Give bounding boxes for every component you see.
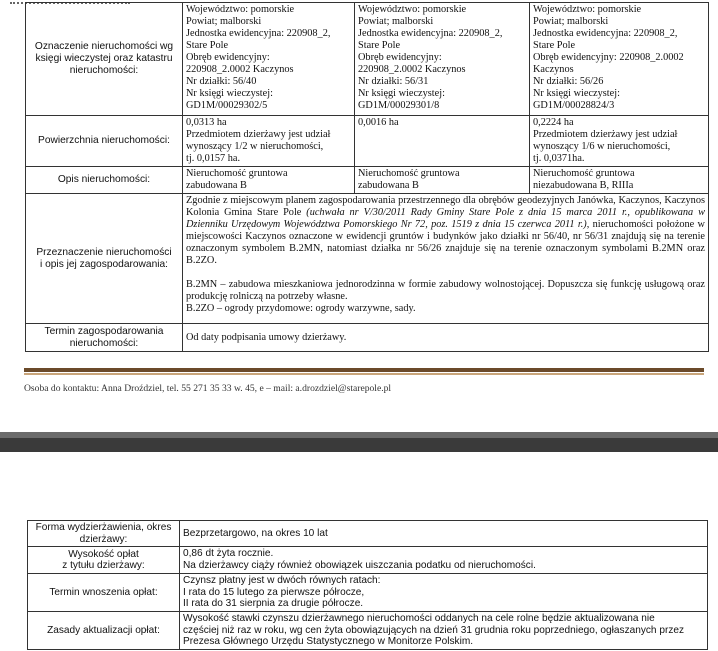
label-line: Forma wydzierżawienia, okres <box>35 522 172 533</box>
parcel-cell <box>355 3 530 116</box>
cell-line: Województwo: pomorskie <box>533 4 642 15</box>
cell-line: Wysokość stawki czynszu dzierżawnego nieruchomości oddanych na cele rolne będzie aktualizowana nie <box>183 613 655 624</box>
label-line: Zasady aktualizacji opłat: <box>47 624 160 636</box>
label-line: Opis nieruchomości: <box>57 174 151 185</box>
table-row <box>28 521 708 547</box>
row-label <box>26 116 183 167</box>
cell-line: tj. 0,0157 ha. <box>186 153 241 164</box>
cell-line: Nieruchomość gruntowa <box>186 168 288 179</box>
cell-line: GD1M/00028824/3 <box>533 100 615 111</box>
table-row <box>26 324 709 352</box>
table-row <box>26 167 709 194</box>
development-deadline-cell <box>183 324 709 352</box>
label-line: nieruchomości: <box>69 337 139 349</box>
label-line: Oznaczenie nieruchomości wg <box>34 41 174 52</box>
cell-line: II rata do 31 sierpnia za drugie półrocze. <box>183 598 364 609</box>
label-line: księgi wieczystej oraz katastru <box>35 53 173 64</box>
cell-text: Od daty podpisania umowy dzierżawy. <box>186 331 347 343</box>
cell-line: Nr działki: 56/40 <box>186 76 257 87</box>
label-line: i opis jej zagospodarowania: <box>40 258 168 270</box>
page-separator <box>0 432 718 452</box>
cell-line: Stare Pole <box>186 40 229 51</box>
property-table <box>25 2 709 352</box>
description-cell <box>183 167 355 194</box>
cell-line: Czynsz płatny jest w dwóch równych ratach: <box>183 575 381 586</box>
cell-line: Jednostka ewidencyjna: 220908_2, <box>533 28 678 39</box>
cell-line: 0,0016 ha <box>358 117 399 128</box>
cell-line: 220908_2.0002 Kaczynos <box>358 64 466 75</box>
row-label <box>28 612 180 650</box>
cell-line: Bezprzetargowo, na okres 10 lat <box>183 527 328 539</box>
table-row <box>28 574 708 612</box>
label-line: Wysokość opłat <box>68 548 139 560</box>
resolution-reference: (uchwała nr V/30/2011 Rady Gminy Stare Pole z dnia 15 marca 2011 r., opublikowana w Dzienniku Urzędowym Województwa Pomorskiego Nr 72, poz. 1519 z dnia 15 czerwca 2011 r.) <box>186 207 705 230</box>
cell-line: zabudowana B <box>186 180 247 191</box>
cell-line: Stare Pole <box>533 40 576 51</box>
footer-rule-accent <box>24 373 704 375</box>
row-label <box>26 194 183 324</box>
cell-line: Powiat; malborski <box>358 16 434 27</box>
label-line: dzierżawy: <box>79 533 128 545</box>
cell-line: Obręb ewidencyjny: <box>358 52 442 63</box>
cell-line: I rata do 15 lutego za pierwsze półrocze, <box>183 586 365 598</box>
lease-form-cell <box>180 521 708 547</box>
lease-terms-table <box>27 520 708 650</box>
area-cell <box>183 116 355 167</box>
cell-line: Prezesa Głównego Urzędu Statystycznego w Monitorze Polskim. <box>183 636 474 647</box>
cell-line: Województwo: pomorskie <box>186 4 295 15</box>
payment-schedule-cell <box>180 574 708 612</box>
zoning-text: Zgodnie z miejscowym planem zagospodarowania przestrzennego dla obrębów geodezyjnych Janówka, Kaczynos, Kaczynos Kolonia Gmina Stare Pole <box>186 195 705 218</box>
cell-line: GD1M/00029302/5 <box>186 100 268 111</box>
contact-line: Osoba do kontaktu: Anna Droździel, tel. 55 271 35 33 w. 45, e – mail: a.drozdziel@starepole.pl <box>24 383 392 394</box>
row-label <box>28 547 180 574</box>
fee-update-rules-cell <box>180 612 708 650</box>
cell-line: Na dzierżawcy ciąży również obowiązek uiszczania podatku od nieruchomości. <box>183 559 536 571</box>
cell-line: Nr księgi wieczystej: <box>186 88 273 99</box>
table-row <box>28 612 708 650</box>
zoning-paragraph <box>186 195 705 267</box>
cell-line: Kaczynos <box>533 64 574 75</box>
cell-line: Nr księgi wieczystej: <box>358 88 445 99</box>
table-row <box>26 116 709 167</box>
cell-line: wynoszący 1/6 w nieruchomości, <box>533 141 671 152</box>
cell-line: Nieruchomość gruntowa <box>533 168 635 179</box>
label-line: Przeznaczenie nieruchomości <box>36 246 172 258</box>
cell-line: Obręb ewidencyjny: 220908_2.0002 <box>533 52 684 63</box>
cell-line: 0,86 dt żyta rocznie. <box>183 548 274 559</box>
cell-line: Nr działki: 56/31 <box>358 76 429 87</box>
cell-line: Przedmiotem dzierżawy jest udział <box>186 129 331 140</box>
cell-line: Województwo: pomorskie <box>358 4 467 15</box>
zoning-symbol-b2zo: B.2ZO – ogrody przydomowe: ogrody warzywne, sady. <box>186 303 416 314</box>
label-line: Powierzchnia nieruchomości: <box>38 135 170 146</box>
cell-line: 0,2224 ha <box>533 117 574 128</box>
cell-line: wynoszący 1/2 w nieruchomości, <box>186 141 324 152</box>
cell-line: Nr księgi wieczystej: <box>533 88 620 99</box>
parcel-cell <box>530 3 709 116</box>
row-label <box>26 3 183 116</box>
cell-line: Jednostka ewidencyjna: 220908_2, <box>358 28 503 39</box>
area-cell <box>530 116 709 167</box>
zoning-description-cell <box>183 194 709 324</box>
footer-rule <box>24 368 704 372</box>
label-line: Termin wnoszenia opłat: <box>49 586 158 598</box>
label-line: Termin zagospodarowania <box>44 325 164 337</box>
row-label <box>28 521 180 547</box>
cell-line: Przedmiotem dzierżawy jest udział <box>533 129 678 140</box>
label-line: z tytułu dzierżawy: <box>62 560 145 571</box>
cell-line: Powiat; malborski <box>533 16 609 27</box>
zoning-text: , nieruchomości położone w miejscowości Kaczynos oznaczone w ewidencji gruntów i budynków jako działki nr 56/40, nr 56/31 znajdują się na terenie oznaczonym symbolem B.2MN, natomiast działka nr 56/26 znajduje się na terenie oznaczonym symbolami B.2MN oraz B.2ZO. <box>186 219 705 266</box>
page-separator-shade <box>0 432 718 438</box>
area-cell <box>355 116 530 167</box>
cell-line: Nieruchomość gruntowa <box>358 168 460 179</box>
cell-line: Nr działki: 56/26 <box>533 76 604 87</box>
row-label <box>26 324 183 352</box>
zoning-symbol-b2mn: B.2MN – zabudowa mieszkaniowa jednorodzinna w formie zabudowy wolnostojącej. Dopuszcza się funkcję usługową oraz produkcję rolniczą na potrzeby własne. <box>186 279 705 302</box>
paragraph-spacer <box>186 267 705 279</box>
cell-line: Powiat; malborski <box>186 16 262 27</box>
description-cell <box>530 167 709 194</box>
description-cell <box>355 167 530 194</box>
row-label <box>26 167 183 194</box>
cell-line: Stare Pole <box>358 40 401 51</box>
cell-line: Obręb ewidencyjny: <box>186 52 270 63</box>
label-line: nieruchomości: <box>69 65 139 76</box>
cell-line: tj. 0,0371ha. <box>533 153 585 164</box>
cell-line: zabudowana B <box>358 180 419 191</box>
table-row <box>28 547 708 574</box>
fee-amount-cell <box>180 547 708 574</box>
cell-line: 0,0313 ha <box>186 117 227 128</box>
cell-line: niezabudowana B, RIIIa <box>533 180 634 191</box>
parcel-cell <box>183 3 355 116</box>
row-label <box>28 574 180 612</box>
cell-line: 220908_2.0002 Kaczynos <box>186 64 294 75</box>
cell-line: GD1M/00029301/8 <box>358 100 440 111</box>
table-row <box>26 3 709 116</box>
cell-line: Jednostka ewidencyjna: 220908_2, <box>186 28 331 39</box>
table-row <box>26 194 709 324</box>
cell-line: częściej niż raz w roku, wg cen żyta obowiązujących na dzień 31 grudnia roku poprzedniego, ogłaszanych przez <box>183 624 685 636</box>
